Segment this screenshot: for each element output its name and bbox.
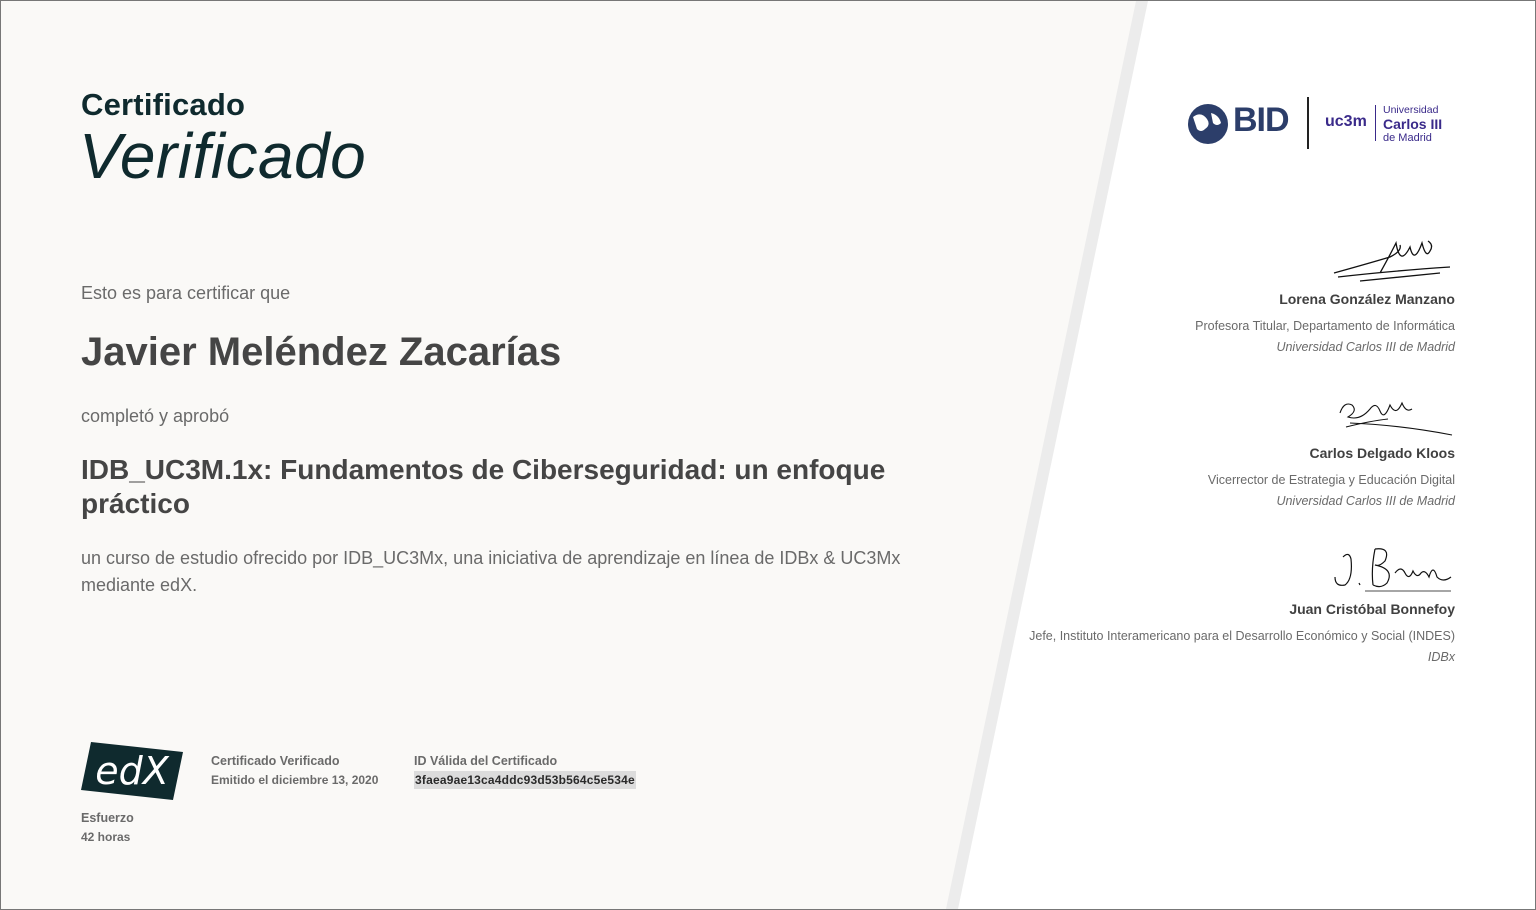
signatory-1-name: Lorena González Manzano: [1279, 291, 1455, 307]
edx-logo: [81, 742, 183, 800]
signature-2: [1330, 391, 1455, 441]
certificate-id-label: ID Válida del Certificado: [414, 754, 558, 768]
effort-value: 42 horas: [81, 830, 131, 844]
signatory-2-name: Carlos Delgado Kloos: [1309, 445, 1455, 461]
partner-logos: [1187, 95, 1447, 151]
verified-label: Certificado Verificado: [211, 754, 340, 768]
university-line2: Carlos III: [1383, 116, 1443, 132]
university-line1: Universidad: [1383, 104, 1439, 116]
university-name: [1383, 104, 1442, 145]
signatory-1-organization: Universidad Carlos III de Madrid: [1276, 340, 1455, 354]
recipient-name: Javier Meléndez Zacarías: [81, 330, 562, 374]
effort-label: Esfuerzo: [81, 811, 134, 825]
signatory-2-organization: Universidad Carlos III de Madrid: [1276, 494, 1455, 508]
issued-date: Emitido el diciembre 13, 2020: [211, 773, 379, 787]
signatory-2-title: Vicerrector de Estrategia y Educación Digital: [1207, 473, 1455, 487]
uc3m-logo-text: uc3m: [1325, 113, 1367, 130]
course-title: IDB_UC3M.1x: Fundamentos de Ciberseguridad: un enfoque práctico: [81, 454, 886, 519]
edx-logo-text: edX: [95, 749, 169, 793]
certificate-id-value[interactable]: 3faea9ae13ca4ddc93d53b564c5e534e: [415, 773, 635, 787]
bid-logo-text: BID: [1233, 101, 1289, 139]
signatory-3-organization: IDBx: [1427, 650, 1455, 664]
logo-divider: [1307, 97, 1309, 149]
certificate-id-block: [414, 754, 636, 789]
verified-block: [211, 754, 378, 787]
university-line3: de Madrid: [1383, 132, 1432, 144]
signatory-3-title: Jefe, Instituto Interamericano para el Desarrollo Económico y Social (INDES): [1029, 629, 1455, 643]
signature-3: [1325, 543, 1455, 597]
signatory-1-title: Profesora Titular, Departamento de Informática: [1195, 319, 1455, 333]
bid-globe-icon: [1187, 103, 1229, 145]
signatory-1: [855, 237, 1455, 354]
signature-1: [1330, 237, 1455, 287]
signatory-2: [855, 391, 1455, 508]
course-description: un curso de estudio ofrecido por IDB_UC3Mx, una iniciativa de aprendizaje en línea de IDBx & UC3Mx mediante edX.: [81, 548, 901, 595]
uc3m-divider: [1375, 105, 1376, 141]
effort-block: [81, 811, 134, 844]
intro-text: Esto es para certificar que: [81, 283, 291, 303]
signatory-3-name: Juan Cristóbal Bonnefoy: [1289, 601, 1455, 617]
completed-text: completó y aprobó: [81, 406, 230, 426]
certificate-title-line1: Certificado: [81, 87, 246, 122]
certificate-title-line2: Verificado: [79, 120, 367, 192]
signatory-3: [855, 543, 1455, 664]
